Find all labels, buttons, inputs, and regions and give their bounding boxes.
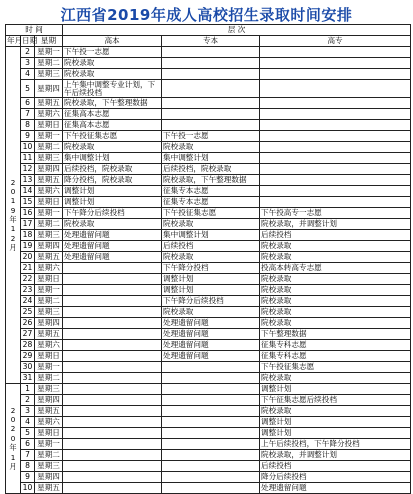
gaoben-cell: 处理遗留问题 <box>63 252 162 263</box>
weekday-cell: 星期五 <box>35 98 63 109</box>
day-cell: 10 <box>21 142 35 153</box>
weekday-cell: 星期三 <box>35 153 63 164</box>
gaoben-cell: 处理遗留问题 <box>63 241 162 252</box>
gaozhuan-cell <box>260 142 411 153</box>
table-row <box>6 230 411 241</box>
gaozhuan-cell: 上午后续投档，下午降分投档 <box>260 439 411 450</box>
weekday-cell: 星期三 <box>35 230 63 241</box>
gaoben-cell: 上午集中调整专业计划，下午后续投档 <box>63 80 162 98</box>
gaozhuan-cell: 院校录取 <box>260 241 411 252</box>
time-header: 时 间 <box>6 25 63 36</box>
gaoben-cell <box>63 373 162 384</box>
zhuanben-cell: 征集专本志愿 <box>162 186 260 197</box>
weekday-cell: 星期二 <box>35 373 63 384</box>
gaozhuan-cell <box>260 69 411 80</box>
gaoben-cell: 征集高本志愿 <box>63 120 162 131</box>
gaozhuan-cell <box>260 131 411 142</box>
gaoben-cell <box>63 406 162 417</box>
gaoben-cell: 处理遗留问题 <box>63 230 162 241</box>
header-row-1 <box>6 25 411 36</box>
day-cell: 25 <box>21 307 35 318</box>
zhuanben-cell: 征集专本志愿 <box>162 197 260 208</box>
zhuanben-cell <box>162 98 260 109</box>
weekday-cell: 星期三 <box>35 461 63 472</box>
zhuanben-cell: 院校录取 <box>162 219 260 230</box>
gaoben-cell <box>63 296 162 307</box>
weekday-cell: 星期一 <box>35 439 63 450</box>
zhuanben-cell <box>162 69 260 80</box>
zhuanben-cell: 院校录取 <box>162 142 260 153</box>
gaoben-cell <box>63 263 162 274</box>
gaozhuan-cell: 调整计划 <box>260 384 411 395</box>
table-row <box>6 219 411 230</box>
day-cell: 14 <box>21 186 35 197</box>
gaozhuan-cell <box>260 80 411 98</box>
table-row <box>6 428 411 439</box>
weekday-cell: 星期六 <box>35 263 63 274</box>
gaoben-cell <box>63 318 162 329</box>
weekday-cell: 星期二 <box>35 142 63 153</box>
day-cell: 16 <box>21 208 35 219</box>
weekday-cell: 星期五 <box>35 483 63 494</box>
zhuanben-cell <box>162 406 260 417</box>
table-row <box>6 120 411 131</box>
day-cell: 9 <box>21 472 35 483</box>
table-row <box>6 164 411 175</box>
year-month-header: 年月 <box>7 36 23 46</box>
gaoben-cell: 调整计划 <box>63 186 162 197</box>
gaozhuan-cell: 下午投征集志愿 <box>260 362 411 373</box>
gaozhuan-cell <box>260 120 411 131</box>
gaoben-cell: 调整计划 <box>63 197 162 208</box>
zhuanben-cell: 院校录取 <box>162 252 260 263</box>
gaozhuan-cell: 院校录取 <box>260 296 411 307</box>
gaozhuan-cell: 下午整理数据 <box>260 329 411 340</box>
gaoben-cell <box>63 472 162 483</box>
zhuanben-header: 专本 <box>162 36 260 47</box>
day-cell: 2 <box>21 47 35 58</box>
gaozhuan-cell: 院校录取 <box>260 318 411 329</box>
zhuanben-cell <box>162 120 260 131</box>
zhuanben-cell: 后续投档，院校录取 <box>162 164 260 175</box>
day-cell: 15 <box>21 197 35 208</box>
weekday-cell: 星期日 <box>35 120 63 131</box>
gaoben-cell: 院校录取，下午整理数据 <box>63 98 162 109</box>
day-cell: 24 <box>21 296 35 307</box>
weekday-cell: 星期日 <box>35 351 63 362</box>
day-cell: 5 <box>21 428 35 439</box>
table-row <box>6 241 411 252</box>
day-cell: 5 <box>21 80 35 98</box>
gaoben-cell <box>63 461 162 472</box>
table-row <box>6 285 411 296</box>
gaoben-cell: 下午降分后续投档 <box>63 208 162 219</box>
day-cell: 23 <box>21 285 35 296</box>
zhuanben-cell: 院校录取 <box>162 307 260 318</box>
day-cell: 7 <box>21 450 35 461</box>
gaoben-cell <box>63 274 162 285</box>
table-row <box>6 329 411 340</box>
gaozhuan-cell: 院校录取，并调整计划 <box>260 450 411 461</box>
gaozhuan-cell: 下午征集志愿后续投档 <box>260 395 411 406</box>
gaoben-cell: 降分投档，院校录取 <box>63 175 162 186</box>
gaozhuan-cell: 后续投档 <box>260 230 411 241</box>
zhuanben-cell <box>162 483 260 494</box>
zhuanben-cell <box>162 109 260 120</box>
weekday-cell: 星期一 <box>35 285 63 296</box>
day-cell: 29 <box>21 351 35 362</box>
table-row <box>6 186 411 197</box>
zhuanben-cell: 集中调整计划 <box>162 230 260 241</box>
table-row <box>6 406 411 417</box>
gaoben-cell <box>63 285 162 296</box>
day-cell: 31 <box>21 373 35 384</box>
day-cell: 6 <box>21 98 35 109</box>
gaozhuan-cell: 下午投高专一志愿 <box>260 208 411 219</box>
zhuanben-cell <box>162 395 260 406</box>
day-cell: 8 <box>21 120 35 131</box>
zhuanben-cell: 后续投档 <box>162 241 260 252</box>
gaozhuan-cell: 院校录取 <box>260 274 411 285</box>
gaozhuan-cell: 院校录取 <box>260 252 411 263</box>
gaozhuan-cell <box>260 164 411 175</box>
zhuanben-cell: 院校录取，下午整理数据 <box>162 175 260 186</box>
day-cell: 11 <box>21 153 35 164</box>
gaozhuan-cell: 院校录取 <box>260 406 411 417</box>
gaoben-cell: 征集高本志愿 <box>63 109 162 120</box>
gaoben-cell: 下午投一志愿 <box>63 47 162 58</box>
day-cell: 18 <box>21 230 35 241</box>
gaoben-cell: 集中调整计划 <box>63 153 162 164</box>
gaozhuan-cell: 投高本转高专志愿 <box>260 263 411 274</box>
header-row-2 <box>6 36 411 47</box>
zhuanben-cell: 调整计划 <box>162 285 260 296</box>
weekday-cell: 星期四 <box>35 241 63 252</box>
table-row <box>6 439 411 450</box>
weekday-cell: 星期四 <box>35 80 63 98</box>
weekday-cell: 星期五 <box>35 329 63 340</box>
gaozhuan-cell: 调整计划 <box>260 428 411 439</box>
weekday-cell: 星期三 <box>35 384 63 395</box>
zhuanben-cell <box>162 80 260 98</box>
table-row <box>6 472 411 483</box>
zhuanben-cell <box>162 362 260 373</box>
schedule-body <box>6 47 411 494</box>
gaoben-cell: 院校录取 <box>63 58 162 69</box>
table-row <box>6 69 411 80</box>
day-cell: 7 <box>21 109 35 120</box>
weekday-cell: 星期日 <box>35 197 63 208</box>
gaozhuan-cell: 调整计划 <box>260 417 411 428</box>
gaoben-cell: 后续投档，院校录取 <box>63 164 162 175</box>
table-row <box>6 450 411 461</box>
table-row <box>6 252 411 263</box>
table-row <box>6 131 411 142</box>
day-cell: 9 <box>21 131 35 142</box>
weekday-cell: 星期二 <box>35 58 63 69</box>
gaoben-cell: 院校录取 <box>63 69 162 80</box>
year-month-cell: 2 0 2 0 年 1 月 <box>6 384 21 494</box>
gaozhuan-header: 高专 <box>260 36 411 47</box>
day-cell: 21 <box>21 263 35 274</box>
gaozhuan-cell <box>260 175 411 186</box>
day-cell: 17 <box>21 219 35 230</box>
page-title: 江西省2019年成人高校招生录取时间安排 <box>60 6 353 24</box>
table-row <box>6 384 411 395</box>
day-cell: 4 <box>21 69 35 80</box>
zhuanben-cell <box>162 384 260 395</box>
gaozhuan-cell: 征集专科志愿 <box>260 351 411 362</box>
day-cell: 19 <box>21 241 35 252</box>
gaoben-cell <box>63 395 162 406</box>
zhuanben-cell <box>162 47 260 58</box>
table-row <box>6 340 411 351</box>
weekday-cell: 星期一 <box>35 47 63 58</box>
gaoben-cell <box>63 329 162 340</box>
gaozhuan-cell: 院校录取 <box>260 285 411 296</box>
gaozhuan-cell <box>260 186 411 197</box>
gaozhuan-cell <box>260 47 411 58</box>
day-cell: 26 <box>21 318 35 329</box>
gaoben-cell <box>63 384 162 395</box>
table-row <box>6 417 411 428</box>
day-cell: 27 <box>21 329 35 340</box>
gaozhuan-cell: 征集专科志愿 <box>260 340 411 351</box>
weekday-cell: 星期五 <box>35 406 63 417</box>
weekday-cell: 星期六 <box>35 340 63 351</box>
table-row <box>6 318 411 329</box>
day-cell: 20 <box>21 252 35 263</box>
day-cell: 8 <box>21 461 35 472</box>
gaoben-cell <box>63 428 162 439</box>
weekday-cell: 星期一 <box>35 208 63 219</box>
gaoben-cell <box>63 351 162 362</box>
year-month-cell: 2 0 1 9 年 1 2 月 <box>6 47 21 384</box>
day-cell: 30 <box>21 362 35 373</box>
weekday-cell: 星期六 <box>35 186 63 197</box>
zhuanben-cell: 处理遗留问题 <box>162 318 260 329</box>
table-row <box>6 362 411 373</box>
gaozhuan-cell: 院校录取 <box>260 373 411 384</box>
gaozhuan-cell <box>260 109 411 120</box>
table-row <box>6 175 411 186</box>
gaozhuan-cell <box>260 98 411 109</box>
table-row <box>6 373 411 384</box>
day-cell: 4 <box>21 417 35 428</box>
table-row <box>6 208 411 219</box>
gaoben-cell: 下午投征集志愿 <box>63 131 162 142</box>
zhuanben-cell <box>162 373 260 384</box>
weekday-cell: 星期三 <box>35 307 63 318</box>
weekday-cell: 星期日 <box>35 274 63 285</box>
zhuanben-cell <box>162 450 260 461</box>
gaozhuan-cell: 院校录取，并调整计划 <box>260 219 411 230</box>
zhuanben-cell: 调整计划 <box>162 274 260 285</box>
gaozhuan-cell: 处理遗留问题 <box>260 483 411 494</box>
weekday-cell: 星期五 <box>35 175 63 186</box>
table-row <box>6 274 411 285</box>
gaoben-cell: 院校录取 <box>63 219 162 230</box>
day-cell: 22 <box>21 274 35 285</box>
table-row <box>6 395 411 406</box>
weekday-cell: 星期二 <box>35 296 63 307</box>
zhuanben-cell: 处理遗留问题 <box>162 329 260 340</box>
table-row <box>6 307 411 318</box>
weekday-cell: 星期四 <box>35 164 63 175</box>
gaoben-cell <box>63 483 162 494</box>
gaoben-cell <box>63 450 162 461</box>
weekday-header: 星期 <box>35 36 63 47</box>
gaoben-cell <box>63 417 162 428</box>
day-cell: 12 <box>21 164 35 175</box>
zhuanben-cell <box>162 461 260 472</box>
table-row <box>6 109 411 120</box>
day-cell: 13 <box>21 175 35 186</box>
gaozhuan-cell <box>260 58 411 69</box>
table-row <box>6 98 411 109</box>
level-header: 层 次 <box>63 25 411 36</box>
table-row <box>6 153 411 164</box>
table-row <box>6 263 411 274</box>
zhuanben-cell <box>162 417 260 428</box>
zhuanben-cell: 下午投征集志愿 <box>162 208 260 219</box>
gaoben-cell: 院校录取 <box>63 142 162 153</box>
table-row <box>6 47 411 58</box>
weekday-cell: 星期三 <box>35 69 63 80</box>
table-row <box>6 80 411 98</box>
day-cell: 3 <box>21 58 35 69</box>
zhuanben-cell <box>162 428 260 439</box>
weekday-cell: 星期四 <box>35 472 63 483</box>
gaozhuan-cell: 院校录取 <box>260 307 411 318</box>
weekday-cell: 星期二 <box>35 219 63 230</box>
table-row <box>6 197 411 208</box>
gaoben-cell <box>63 439 162 450</box>
gaozhuan-cell: 降分后续投档 <box>260 472 411 483</box>
table-row <box>6 351 411 362</box>
weekday-cell: 星期六 <box>35 109 63 120</box>
gaozhuan-cell: 后续投档 <box>260 461 411 472</box>
table-row <box>6 461 411 472</box>
weekday-cell: 星期一 <box>35 131 63 142</box>
day-cell: 10 <box>21 483 35 494</box>
gaoben-cell <box>63 362 162 373</box>
day-cell: 1 <box>21 384 35 395</box>
zhuanben-cell: 处理遗留问题 <box>162 351 260 362</box>
weekday-cell: 星期二 <box>35 450 63 461</box>
day-header: 日期 <box>22 36 38 46</box>
zhuanben-cell: 处理遗留问题 <box>162 340 260 351</box>
table-row <box>6 58 411 69</box>
zhuanben-cell: 集中调整计划 <box>162 153 260 164</box>
weekday-cell: 星期五 <box>35 252 63 263</box>
table-row <box>6 296 411 307</box>
gaoben-cell <box>63 307 162 318</box>
zhuanben-cell: 下午降分投档 <box>162 263 260 274</box>
zhuanben-cell <box>162 472 260 483</box>
weekday-cell: 星期四 <box>35 395 63 406</box>
zhuanben-cell <box>162 58 260 69</box>
day-cell: 6 <box>21 439 35 450</box>
table-row <box>6 142 411 153</box>
day-cell: 2 <box>21 395 35 406</box>
weekday-cell: 星期一 <box>35 362 63 373</box>
zhuanben-cell <box>162 439 260 450</box>
weekday-cell: 星期六 <box>35 417 63 428</box>
weekday-cell: 星期日 <box>35 428 63 439</box>
weekday-cell: 星期四 <box>35 318 63 329</box>
zhuanben-cell: 下午投一志愿 <box>162 131 260 142</box>
schedule-table <box>5 24 411 494</box>
day-cell: 28 <box>21 340 35 351</box>
gaoben-cell <box>63 340 162 351</box>
table-row <box>6 483 411 494</box>
day-cell: 3 <box>21 406 35 417</box>
gaoben-header: 高本 <box>63 36 162 47</box>
gaozhuan-cell <box>260 153 411 164</box>
zhuanben-cell: 下午降分后续投档 <box>162 296 260 307</box>
gaozhuan-cell <box>260 197 411 208</box>
